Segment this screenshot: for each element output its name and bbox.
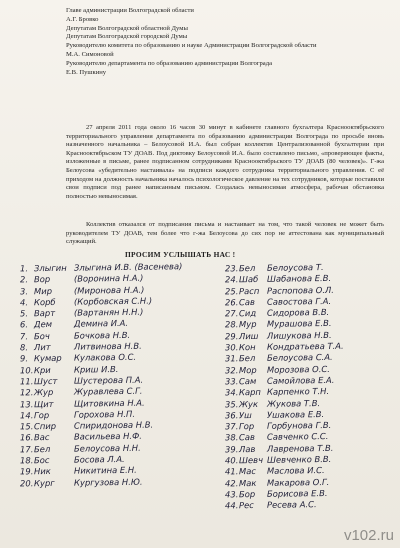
signature-name: Маслова И.С. [266,465,325,477]
signature-name: Мурашова Е.В. [266,318,332,330]
signature-number: 4. [19,297,29,308]
signature-number: 18. [19,455,34,466]
signature-number: 25. [224,285,239,296]
signature-scribble: Расп [238,285,260,296]
signature-number: 29. [224,330,239,342]
signature-scribble: Мир [33,285,53,296]
signature-name: Демина И.А. [73,318,129,330]
signature-name: Кулакова О.С. [73,352,137,364]
signature-number: 41. [224,466,239,477]
signature-number: 5. [19,308,29,319]
signature-number: 40. [224,455,239,466]
signature-scribble: Мор [238,364,257,375]
signature-name: Сидорова В.В. [266,307,330,318]
signature-number: 36. [224,410,239,421]
signature-name: Шевченко В.В. [266,453,332,465]
signature-row [225,498,400,512]
signature-number: 13. [19,398,34,409]
signature-name: Савостова Г.А. [266,295,332,307]
signature-number: 20. [19,477,34,489]
signature-name: Шустерова П.А. [73,374,144,386]
addressee-line: Депутатам Волгоградской городской Думы [66,33,188,41]
signature-scribble: Гор [33,409,50,421]
plea-heading: ПРОСИМ УСЛЫШАТЬ НАС ! [125,250,236,259]
signature-number: 17. [19,443,34,455]
addressee-line: Депутатам Волгоградской областной Думы [66,24,188,32]
signature-scribble: Мур [238,319,257,330]
signature-name: Горохова Н.П. [73,408,136,420]
signature-name: (Воронина Н.А.) [73,272,144,284]
signature-number: 11. [19,376,34,387]
signature-number: 43. [224,489,239,500]
signature-number: 30. [224,342,239,353]
signature-number: 44. [224,500,239,511]
signature-scribble: Жур [33,387,54,398]
signature-scribble: Кри [33,364,51,375]
signature-number: 16. [19,432,34,443]
signature-name: Белоусова Н.Н. [73,442,141,454]
signature-name: Белоусова Т. [266,262,324,273]
addressee-line: М.А. Симоновой [66,50,114,58]
signature-scribble: Уш [238,409,252,421]
signature-scribble: Лиш [238,330,259,341]
signature-scribble: Кумар [33,353,62,364]
signature-scribble: Лав [238,443,256,454]
addressee-block [66,7,386,77]
signature-name: Савченко С.С. [266,431,329,443]
signature-name: Босова Л.А. [73,453,125,465]
signature-name: (Вартанян Н.Н.) [73,306,144,318]
signature-scribble: Сав [238,296,255,308]
signature-name: Криш И.В. [73,363,119,375]
signature-number: 39. [224,443,239,455]
signature-scribble: Вор [33,274,51,285]
signature-name: Щитовкина Н.А. [73,397,145,409]
addressee-line: Главе администрации Волгоградской области [66,7,194,14]
signature-name: Карпенко Т.Н. [266,386,330,398]
signature-number: 10. [19,364,34,376]
signature-name: Спиридонова Н.В. [73,419,154,431]
signature-scribble: Мак [238,477,257,488]
signature-number: 8. [19,342,29,353]
signature-name: Кондратьева Т.А. [266,340,344,352]
signature-scribble: Щит [33,398,54,409]
signature-scribble: Сав [238,432,255,443]
signature-name: Злыгина И.В. (Васенева) [73,261,183,273]
signature-name: Распопова О.Л. [266,284,334,296]
signature-number: 14. [19,410,34,421]
signature-number: 12. [19,387,34,398]
signature-scribble: Сам [238,375,257,387]
signature-number: 31. [224,353,239,364]
signature-number: 24. [224,274,239,285]
signature-list-left [20,262,220,488]
signature-number: 42. [224,477,239,489]
signature-scribble: Бор [238,488,256,500]
signature-row [20,475,220,489]
signature-number: 34. [224,387,239,398]
addressee-line: Руководителю департамента по образованию администрации Волгограда [66,59,272,67]
signature-scribble: Мас [238,466,257,477]
signature-name: Лавренова Т.В. [266,442,334,454]
signature-name: Ресева А.С. [266,499,317,511]
signature-name: Лишукова Н.В. [266,329,332,341]
signature-scribble: Жук [238,398,259,409]
signature-scribble: Бел [33,443,51,454]
signature-scribble: Рес [238,500,254,511]
signature-number: 27. [224,308,239,319]
signature-scribble: Шуст [33,375,58,387]
signature-name: Кургузова Н.Ю. [73,476,143,488]
signature-name: Жукова Т.В. [266,397,321,409]
signature-name: Васильева Н.Ф. [73,431,142,443]
signature-number: 23. [224,263,239,274]
signature-name: Литвинова Н.В. [73,340,142,352]
signature-scribble: Дем [33,319,53,330]
signature-scribble: Кон [238,342,256,353]
signature-number: 19. [19,466,34,477]
signature-scribble: Бос [33,455,50,466]
signature-scribble: Спир [33,421,57,432]
signature-scribble: Кург [33,477,55,488]
signature-scribble: Ник [33,466,51,477]
signature-scribble: Бел [238,262,256,274]
signature-name: Горбунова Г.В. [266,420,332,431]
signature-scribble: Корб [33,296,56,308]
signature-number: 28. [224,319,239,330]
letter-paragraph-2: Коллектив отказался от подписания письма и настаивает на том, что такой человек не может быть руководителем ТУ ДОАВ, тем более что г-жа Белоусова до сих пор не аттестована как муниципальный служащий. [66,221,384,246]
signature-scribble: Злыгин [33,262,67,274]
signature-scribble: Бел [238,353,256,364]
signature-number: 32. [224,364,239,376]
signature-number: 1. [19,263,29,274]
signature-scribble: Варт [33,308,56,319]
signature-scribble: Карп [238,387,261,398]
signature-name: Борисова Е.В. [266,487,328,499]
signature-list-right [225,262,400,511]
signature-scribble: Вас [33,432,50,443]
signature-scribble: Шевч [238,454,264,466]
signature-number: 15. [19,421,34,432]
signature-number: 3. [19,285,29,296]
signature-name: Морозова О.С. [266,363,330,375]
signature-number: 2. [19,274,29,285]
signature-number: 9. [19,353,29,364]
signature-number: 6. [19,319,29,330]
signature-number: 26. [224,297,239,308]
addressee-line: А.Г. Бровко [66,15,99,23]
signature-name: Ушакова Е.В. [266,408,325,420]
signature-name: Шабанова Е.В. [266,273,332,285]
signature-name: Белоусова С.А. [266,352,333,364]
signature-scribble: Сид [238,308,257,319]
letter-paragraph-1: 27 апреля 2011 года около 16 часов 30 минут в кабинете главного бухгалтера Краснооктябрьского территориального управления департамента по образованию администрации Волгограда по просьбе вновь назначенного начальника – Белоусовой И.А. был собран коллектив Централизованной бухгалтерии при Краснооктябрьском ТУ ДОАВ. Под диктовку Белоусовой И.А. было составлено письмо, «проверяющее факты, изложенные в письме, ранее подписанном сотрудниками Краснооктябрьского ТУ ДОАВ (80 человек)». Г-жа Белоусова «убедительно настаивала» на подписи каждого сотрудника территориального управления. С её приходом на должность начальника началось психологическое давление на тех сотрудников, которые поставили свои подписи под ранее написанным письмом. Создалась невыносимая атмосфера, рабочая обстановка полностью невыносимая. [66,124,384,200]
signature-scribble: Боч [33,330,50,341]
signature-name: Никитина Е.Н. [73,465,137,476]
addressee-line: Руководителю комитета по образованию и науке Администрации Волгоградской области [66,42,317,50]
signature-name: Макарова О.Г. [266,476,330,488]
signature-name: (Корбовская С.Н.) [73,295,153,307]
watermark: v102.ru [343,527,394,544]
addressee-line: Е.В. Пушкину [66,68,107,76]
signature-number: 38. [224,432,239,443]
signature-number: 33. [224,376,239,387]
signature-name: (Миронова Н.А.) [73,284,145,296]
signature-number: 7. [19,331,29,342]
signature-scribble: Гор [238,421,255,432]
signature-number: 37. [224,421,239,432]
signature-name: Бочкова Н.В. [73,329,131,341]
signature-name: Журавлева С.Г. [73,385,143,397]
signature-scribble: Лит [33,342,51,353]
signature-number: 35. [224,398,239,409]
signature-scribble: Шаб [238,274,259,285]
signature-name: Самойлова Е.А. [266,374,335,386]
